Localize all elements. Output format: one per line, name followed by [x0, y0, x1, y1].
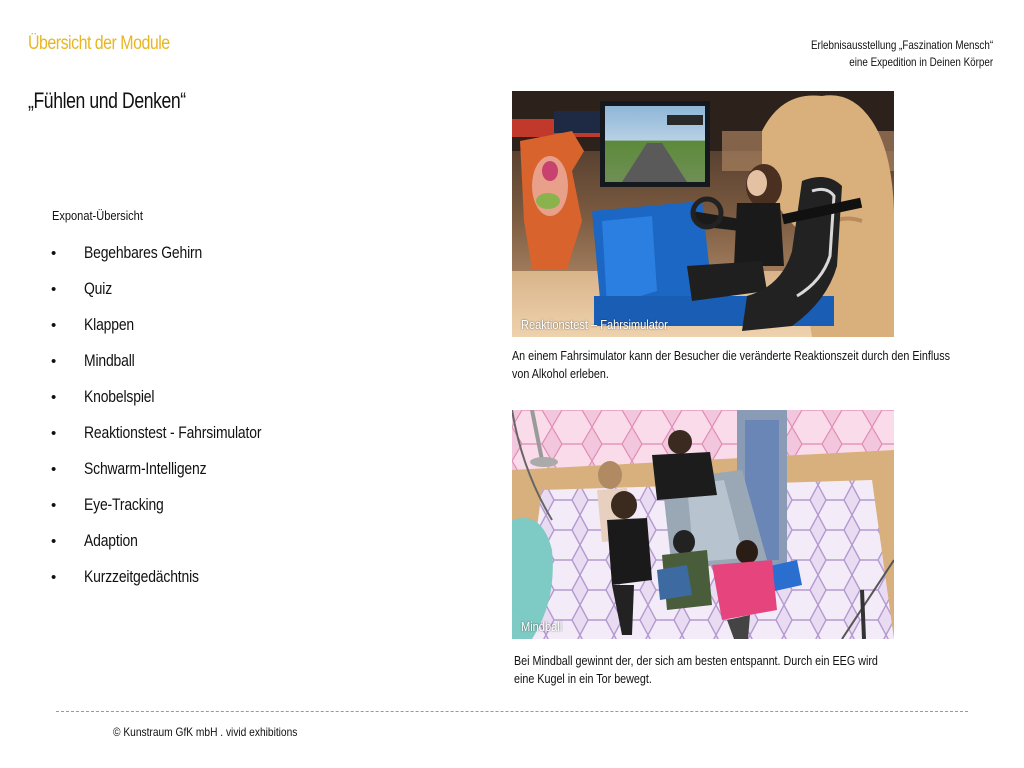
module-label: Begehbares Gehirn: [84, 243, 203, 262]
driving-simulator-illustration: [512, 91, 894, 337]
list-item: [51, 307, 300, 343]
mindball-illustration: [512, 410, 894, 639]
module-label: Kurzzeitgedächtnis: [84, 567, 199, 586]
exhibition-header: [771, 37, 993, 71]
bullet-icon: •: [51, 316, 57, 334]
list-item: [51, 487, 300, 523]
module-label: Adaption: [84, 531, 138, 550]
module-label: Quiz: [84, 279, 113, 298]
list-item: [51, 271, 300, 307]
list-item: [51, 559, 300, 595]
bullet-icon: •: [51, 496, 57, 514]
bullet-icon: •: [51, 244, 57, 262]
module-list: [51, 235, 300, 595]
mindball-photo: [512, 410, 894, 639]
bullet-icon: •: [51, 352, 57, 370]
module-label: Klappen: [84, 315, 135, 334]
slide-title: Übersicht der Module: [28, 33, 170, 54]
list-item: [51, 379, 300, 415]
bullet-icon: •: [51, 280, 57, 298]
bullet-icon: •: [51, 424, 57, 442]
footer-divider: [56, 711, 968, 712]
module-label: Reaktionstest - Fahrsimulator: [84, 423, 262, 442]
module-label: Schwarm-Intelligenz: [84, 459, 207, 478]
exhibition-subtitle: eine Expedition in Deinen Körper: [849, 55, 993, 69]
photo-caption: Reaktionstest – Fahrsimulator: [521, 317, 668, 332]
bullet-icon: •: [51, 532, 57, 550]
driving-simulator-photo: [512, 91, 894, 337]
exhibition-title: Erlebnisausstellung „Faszination Mensch“: [810, 38, 993, 52]
module-label: Knobelspiel: [84, 387, 155, 406]
bullet-icon: •: [51, 388, 57, 406]
bullet-icon: •: [51, 568, 57, 586]
list-item: [51, 523, 300, 559]
list-item: [51, 451, 300, 487]
module-label: Mindball: [84, 351, 135, 370]
photo-caption: Mindball: [521, 619, 563, 634]
photo-description: Bei Mindball gewinnt der, der sich am besten entspannt. Durch ein EEG wird eine Kugel in ein Tor bewegt.: [514, 654, 878, 686]
list-item: [51, 235, 300, 271]
list-item: [51, 415, 300, 451]
bullet-icon: •: [51, 460, 57, 478]
module-list-heading: Exponat-Übersicht: [52, 208, 143, 223]
list-item: [51, 343, 300, 379]
photo-description: An einem Fahrsimulator kann der Besucher die veränderte Reaktionszeit durch den Einfluss von Alkohol erleben.: [512, 349, 950, 381]
section-title: „Fühlen und Denken“: [28, 88, 186, 113]
module-label: Eye-Tracking: [84, 495, 164, 514]
footer-copyright: © Kunstraum GfK mbH . vivid exhibitions: [113, 725, 298, 739]
